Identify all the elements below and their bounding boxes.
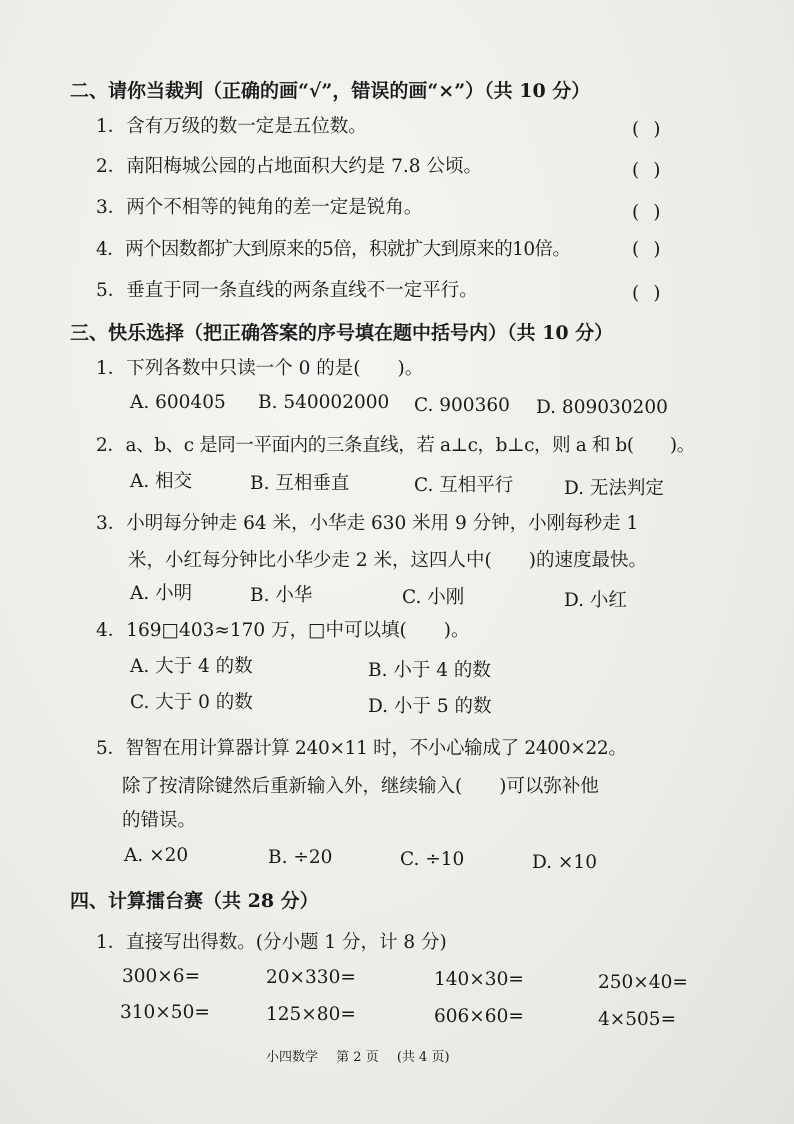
calc-row2-item-1: 310×50= (120, 1002, 210, 1023)
judge-item-1: 1．含有万级的数一定是五位数。 (96, 116, 367, 137)
choice-q5-text-line3: 的错误。 (122, 810, 197, 831)
choice-q1-option-c[interactable]: C. 900360 (414, 395, 510, 416)
choice-q4-option-d[interactable]: D. 小于 5 的数 (368, 696, 492, 717)
choice-q5-option-a[interactable]: A. ×20 (124, 845, 189, 866)
choice-q3-option-a[interactable]: A. 小明 (130, 583, 193, 604)
judge-item-2: 2．南阳梅城公园的占地面积大约是 7.8 公顷。 (96, 156, 482, 177)
section-3-title: 三、快乐选择（把正确答案的序号填在题中括号内）（共 10 分） (70, 322, 614, 344)
judge-answer-blank-1[interactable]: () (632, 119, 675, 140)
choice-q1-option-b[interactable]: B. 540002000 (258, 392, 390, 413)
section-4-title: 四、计算擂台赛（共 28 分） (70, 890, 319, 912)
page-footer (266, 1046, 464, 1065)
choice-q4-option-b[interactable]: B. 小于 4 的数 (368, 660, 491, 681)
calc-row1-item-2: 20×330= (266, 967, 356, 988)
choice-q4-option-c[interactable]: C. 大于 0 的数 (130, 692, 253, 713)
footer-total-pages: (共 4 页) (396, 1050, 450, 1065)
choice-q3-option-c[interactable]: C. 小刚 (402, 587, 465, 608)
calc-row1-item-4: 250×40= (598, 972, 688, 993)
judge-item-5: 5．垂直于同一条直线的两条直线不一定平行。 (96, 280, 478, 301)
calc-q1-text: 1．直接写出得数。(分小题 1 分，计 8 分) (96, 932, 447, 953)
footer-page-number: 第 2 页 (336, 1050, 379, 1065)
choice-q2-text: 2．a、b、c 是同一平面内的三条直线，若 a⊥c，b⊥c，则 a 和 b( )。 (96, 435, 695, 456)
choice-q3-option-b[interactable]: B. 小华 (250, 585, 313, 606)
choice-q4-option-a[interactable]: A. 大于 4 的数 (130, 656, 253, 677)
judge-item-3: 3．两个不相等的钝角的差一定是锐角。 (96, 197, 423, 218)
judge-answer-blank-2[interactable]: () (632, 160, 675, 181)
section-2-title: 二、请你当裁判（正确的画“√”，错误的画“×”）（共 10 分） (70, 80, 591, 102)
choice-q2-option-b[interactable]: B. 互相垂直 (250, 473, 350, 494)
choice-q2-option-d[interactable]: D. 无法判定 (564, 478, 664, 499)
choice-q2-option-a[interactable]: A. 相交 (130, 471, 193, 492)
judge-answer-blank-5[interactable]: () (632, 283, 675, 304)
choice-q4-text: 4．169□403≈170 万，□中可以填( )。 (96, 620, 470, 641)
choice-q1-text: 1．下列各数中只读一个 0 的是( )。 (96, 358, 424, 379)
calc-row2-item-4: 4×505= (598, 1009, 677, 1030)
choice-q3-text-line2: 米，小红每分钟比小华少走 2 米，这四人中( )的速度最快。 (128, 550, 647, 571)
judge-answer-blank-3[interactable]: () (632, 202, 675, 223)
judge-item-4: 4．两个因数都扩大到原来的5倍，积就扩大到原来的10倍。 (96, 239, 571, 260)
choice-q5-option-c[interactable]: C. ÷10 (400, 849, 465, 870)
choice-q3-option-d[interactable]: D. 小红 (564, 590, 627, 611)
choice-q1-option-a[interactable]: A. 600405 (130, 392, 226, 413)
footer-subject: 小四数学 (266, 1050, 319, 1065)
calc-row1-item-1: 300×6= (122, 966, 201, 987)
judge-answer-blank-4[interactable]: () (632, 239, 675, 260)
calc-row1-item-3: 140×30= (434, 969, 524, 990)
calc-row2-item-3: 606×60= (434, 1006, 524, 1027)
choice-q3-text-line1: 3．小明每分钟走 64 米，小华走 630 米用 9 分钟，小刚每秒走 1 (96, 513, 639, 534)
choice-q5-text-line1: 5．智智在用计算器计算 240×11 时，不小心输成了 2400×22。 (96, 738, 627, 759)
choice-q2-option-c[interactable]: C. 互相平行 (414, 475, 514, 496)
choice-q5-option-d[interactable]: D. ×10 (532, 852, 597, 873)
choice-q5-text-line2: 除了按清除键然后重新输入外，继续输入( )可以弥补他 (122, 776, 599, 797)
choice-q5-option-b[interactable]: B. ÷20 (268, 847, 333, 868)
choice-q1-option-d[interactable]: D. 809030200 (536, 397, 668, 418)
calc-row2-item-2: 125×80= (266, 1004, 356, 1025)
